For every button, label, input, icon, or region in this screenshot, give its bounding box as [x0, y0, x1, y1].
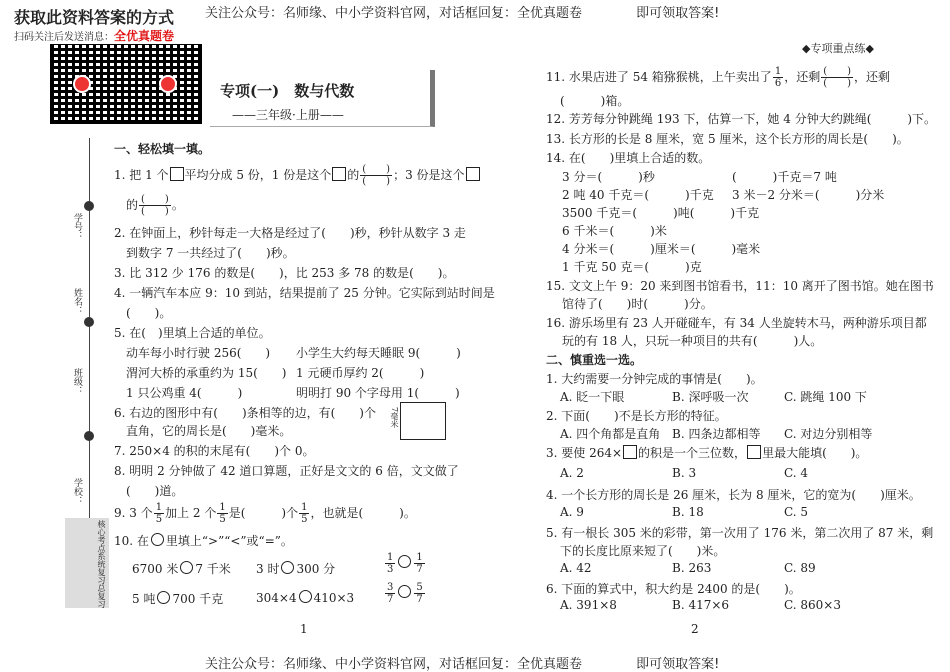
fraction-blank[interactable]: $\frac{( )}{( )}$ [362, 164, 391, 187]
section-fill-in: 一、轻松填一填。 [114, 142, 211, 156]
q14-item: 2 吨 40 千克＝( )千克 [562, 188, 714, 202]
choice-option[interactable]: C. 对边分别相等 [784, 427, 873, 441]
rectangle-figure [390, 402, 446, 440]
question-15: 15. 文文上午 9：20 来到图书馆看书，11：10 离开了图书馆。她在图书 [546, 279, 934, 293]
q10-text: 里填上“>”“<”或“=”。 [165, 534, 293, 548]
question-13: 13. 长方形的长是 8 厘米，宽 5 厘米，这个长方形的周长是( )。 [546, 132, 909, 146]
q9-text: 是( )个 [228, 506, 299, 520]
blank-box[interactable] [623, 445, 637, 459]
q5-item: 渭河大桥的承重约为 15( ) [126, 366, 287, 380]
question-3: 3. 比 312 少 176 的数是( )，比 253 多 78 的数是( )。 [114, 266, 455, 280]
choice-4: 4. 一个长方形的周长是 26 厘米，长为 8 厘米，它的宽为( )厘米。 [546, 488, 921, 502]
choice-option[interactable]: A. 42 [560, 561, 592, 575]
binding-hole-icon [84, 431, 94, 441]
fraction: $\frac{1}{6}$ [774, 66, 782, 89]
question-15-cont: 馆待了( )时( )分。 [562, 297, 713, 311]
question-16-cont: 玩的有 18 人，只玩一种项目的共有( )人。 [562, 334, 823, 348]
q11-text: ，还剩 [854, 70, 891, 84]
blank-box[interactable] [747, 445, 761, 459]
compare-circle[interactable] [299, 590, 312, 603]
qr-code[interactable] [50, 44, 202, 124]
choice-option[interactable]: B. 3 [672, 466, 697, 480]
q14-item: 3 米－2 分米＝( )分米 [732, 188, 885, 202]
q1-text: 的 [347, 168, 360, 182]
compare-circle[interactable] [180, 561, 193, 574]
ad-title: 获取此资料答案的方式 [14, 8, 175, 27]
q1-text: 。 [171, 198, 184, 212]
question-5: 5. 在( )里填上合适的单位。 [114, 326, 271, 340]
choice-option[interactable]: A. 9 [560, 505, 584, 519]
binding-hole-icon [84, 317, 94, 327]
choice-option[interactable]: A. 391×8 [560, 598, 617, 612]
choice-option[interactable]: B. 417×6 [672, 598, 730, 612]
section-choose: 二、慎重选一选。 [546, 353, 643, 367]
question-11-cont: ( )箱。 [560, 94, 630, 108]
compare-circle[interactable] [281, 561, 294, 574]
choice-option[interactable]: B. 18 [672, 505, 704, 519]
fraction: $\frac{1}{7}$ [416, 552, 423, 575]
choice-2: 2. 下面( )不是长方形的特征。 [546, 409, 727, 423]
q9-text: 9. 3 个 [114, 506, 153, 520]
fraction-blank[interactable]: $\frac{( )}{( )}$ [823, 66, 852, 89]
c3-text: 的积是一个三位数， [638, 446, 747, 460]
q10-item [132, 560, 231, 577]
q5-item: 动车每小时行驶 256( ) [126, 346, 271, 360]
question-4-cont: ( )。 [126, 306, 172, 320]
sidebar-label-class: 班级： [72, 368, 82, 395]
q10-right: 7 千米 [195, 562, 231, 576]
q1-text: 平均分成 5 份，1 份是这个 [184, 168, 332, 182]
choice-option[interactable]: B. 深呼吸一次 [672, 390, 749, 404]
q10-right: 410×3 [313, 591, 355, 605]
q10-item [256, 560, 335, 577]
question-2: 2. 在钟面上，秒针每走一大格是经过了( )秒，秒针从数字 3 走 [114, 226, 466, 240]
q14-item: 1 千克 50 克＝( )克 [562, 260, 702, 274]
c3-text: 3. 要使 264× [546, 446, 623, 460]
q14-item: 3500 千克＝( )吨( )千克 [562, 206, 760, 220]
bottom-banner-text: 关注公众号：名师缘、中小学资料官网，对话框回复：全优真题卷 [205, 657, 583, 672]
fraction: $\frac{1}{5}$ [155, 502, 163, 525]
choice-option[interactable]: B. 263 [672, 561, 712, 575]
choice-option[interactable]: C. 5 [784, 505, 809, 519]
compare-circle[interactable] [157, 591, 170, 604]
q10-item [384, 552, 426, 575]
choice-option[interactable]: A. 四个角都是直角 [560, 427, 661, 441]
page-number-right: 2 [691, 622, 699, 636]
q10-left: 304×4 [256, 591, 297, 605]
blank-box[interactable] [170, 167, 184, 181]
q9-text: 加上 2 个 [165, 506, 217, 520]
c3-text: 里最大能填( )。 [762, 446, 868, 460]
ad-subtitle [14, 27, 174, 44]
question-1 [114, 164, 481, 187]
question-2-cont: 到数字 7 一共经过了( )秒。 [126, 246, 295, 260]
fraction: $\frac{5}{7}$ [416, 582, 423, 605]
q14-item: 6 千米＝( )米 [562, 224, 667, 238]
q1-text: ；3 份是这个 [393, 168, 465, 182]
q14-item: 4 分米＝( )厘米＝( )毫米 [562, 242, 761, 256]
q11-text: ，还剩 [784, 70, 821, 84]
top-banner [205, 2, 719, 21]
binding-hole-icon [84, 201, 94, 211]
blank-box[interactable] [466, 167, 480, 181]
choice-6: 6. 下面的算式中，积大约是 2400 的是( )。 [546, 582, 801, 596]
ad-keyword: 全优真题卷 [114, 29, 175, 43]
q10-left: 6700 米 [132, 562, 179, 576]
choice-5-cont: 下的长度比原来短了( )米。 [560, 544, 726, 558]
choice-option[interactable]: C. 4 [784, 466, 809, 480]
top-banner-answer: 即可领取答案! [636, 6, 720, 21]
q5-item: 1 只公鸡重 4( ) [126, 386, 243, 400]
choice-option[interactable]: B. 四条边都相等 [672, 427, 761, 441]
special-practice-header: ◆专项重点练◆ [802, 42, 874, 55]
fraction: $\frac{3}{7}$ [387, 582, 394, 605]
fraction: $\frac{1}{3}$ [387, 552, 394, 575]
unit-title: 专项(一) 数与代数 [220, 82, 355, 100]
blank-box[interactable] [332, 167, 346, 181]
question-10 [114, 532, 293, 549]
question-14: 14. 在( )里填上合适的数。 [546, 151, 711, 165]
binding-sidebar [63, 118, 111, 618]
choice-option[interactable]: A. 眨一下眼 [560, 390, 625, 404]
bottom-banner [205, 653, 719, 672]
choice-option[interactable]: A. 2 [560, 466, 584, 480]
choice-option[interactable]: C. 89 [784, 561, 816, 575]
q14-item: 3 分＝( )秒 [562, 170, 655, 184]
q10-item [384, 582, 426, 605]
question-9 [114, 502, 416, 525]
qr-logo-icon [73, 75, 91, 93]
question-6: 6. 右边的图形中有( )条相等的边，有( )个 [114, 406, 376, 420]
q14-item: ( )千克＝7 吨 [732, 170, 837, 184]
choice-option[interactable]: C. 860×3 [784, 598, 841, 612]
question-4: 4. 一辆汽车本应 9：10 到站，结果提前了 25 分钟。它实际到站时间是 [114, 286, 495, 300]
top-banner-text: 关注公众号：名师缘、中小学资料官网，对话框回复：全优真题卷 [205, 6, 583, 21]
compare-circle[interactable] [398, 555, 411, 568]
qr-logo-icon [159, 75, 177, 93]
q10-right: 700 千克 [172, 592, 224, 606]
question-1-cont [126, 194, 184, 217]
rectangle-side-label: 7毫米 [390, 407, 399, 429]
q10-item [256, 590, 354, 605]
question-12: 12. 芳芳每分钟跳绳 193 下，估算一下，她 4 分钟大约跳绳( )下。 [546, 112, 937, 126]
q1-text: 的 [126, 198, 139, 212]
q5-item: 明明打 90 个字母用 1( ) [296, 386, 460, 400]
compare-circle[interactable] [398, 585, 411, 598]
sidebar-label-school: 学校： [72, 478, 82, 505]
choice-option[interactable]: C. 跳绳 100 下 [784, 390, 867, 404]
page-number-left: 1 [300, 622, 308, 636]
bottom-banner-answer: 即可领取答案! [636, 657, 720, 672]
choice-5: 5. 有一根长 305 米的彩带，第一次用了 176 米，第二次用了 87 米，剩 [546, 526, 934, 540]
fraction: $\frac{1}{5}$ [219, 502, 226, 525]
sidebar-label-student-id: 学号： [72, 213, 82, 240]
q1-text: 1. 把 1 个 [114, 168, 169, 182]
q10-right: 300 分 [296, 562, 336, 576]
circle-icon [151, 533, 164, 546]
fraction: $\frac{1}{5}$ [301, 502, 308, 525]
question-8: 8. 明明 2 分钟做了 42 道口算题，正好是文文的 6 倍，文文做了 [114, 464, 459, 478]
q10-left: 5 吨 [132, 592, 156, 606]
unit-header [210, 70, 435, 127]
choice-3 [546, 444, 867, 461]
q5-item: 小学生大约每天睡眠 9( ) [296, 346, 461, 360]
question-6-cont: 直角，它的周长是( )毫米。 [126, 424, 292, 438]
q10-item [132, 590, 223, 607]
q10-text: 10. 在 [114, 534, 149, 548]
question-11 [546, 66, 890, 89]
question-7: 7. 250×4 的积的末尾有( )个 0。 [114, 444, 315, 458]
q9-text: ，也就是( )。 [310, 506, 416, 520]
question-8-cont: ( )道。 [126, 484, 184, 498]
q11-text: 11. 水果店进了 54 箱猕猴桃，上午卖出了 [546, 70, 772, 84]
choice-1: 1. 大约需要一分钟完成的事情是( )。 [546, 372, 763, 386]
ad-subtitle-text: 扫码关注后发送消息： [14, 32, 114, 43]
q10-left: 3 时 [256, 562, 280, 576]
unit-grade: ——三年级·上册—— [232, 108, 344, 122]
fraction-blank[interactable]: $\frac{( )}{( )}$ [141, 194, 169, 217]
sidebar-label-name: 姓名： [72, 288, 82, 315]
question-16: 16. 游乐场里有 23 人开碰碰车，有 34 人坐旋转木马，两种游乐项目都 [546, 316, 927, 330]
q5-item: 1 元硬币厚约 2( ) [296, 366, 425, 380]
sidebar-tag: 核心考点系统复习总复习 [65, 518, 109, 608]
